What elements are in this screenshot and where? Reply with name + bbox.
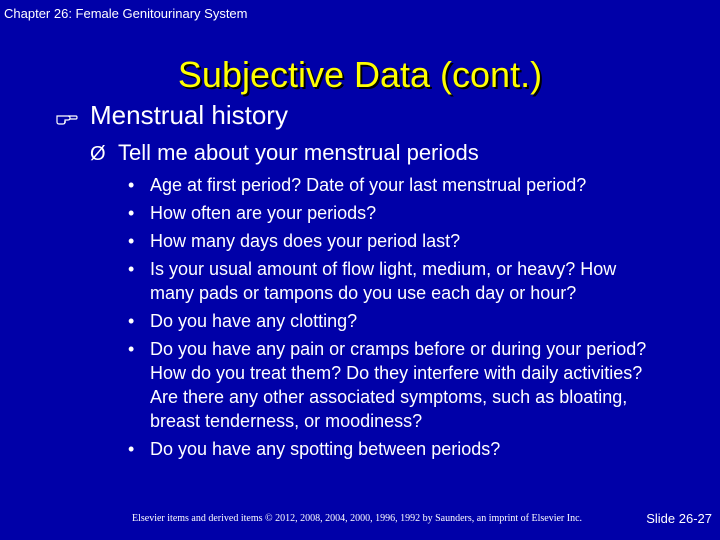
list-item [128, 309, 648, 333]
list-item-text: Age at first period? Date of your last menstrual period? [150, 175, 587, 195]
list-item-text: Do you have any spotting between periods? [150, 439, 501, 459]
list-item-text: Do you have any pain or cramps before or during your period? How do you treat them? Do they interfere with daily activities? Are there any other associated symptoms, such as bloating, breast tenderness, or moodiness? [150, 339, 647, 431]
bullet-icon: • [128, 231, 135, 251]
slide-title: Subjective Data (cont.) [177, 54, 543, 95]
list-item-text: How often are your periods? [150, 203, 377, 223]
bullet-icon: • [128, 439, 135, 459]
bullet-icon: • [128, 175, 135, 195]
slide-number: Slide 26-27 [646, 511, 712, 526]
bullet-icon: • [128, 203, 135, 223]
list-item [128, 437, 648, 461]
list-item-text: Do you have any clotting? [150, 311, 358, 331]
bullet-icon: • [128, 339, 135, 359]
list-item [128, 337, 648, 433]
list-item [128, 173, 648, 197]
arrow-bullet-icon: Ø [90, 143, 106, 165]
question-list [128, 173, 648, 465]
list-item [128, 201, 648, 225]
copyright-footer: Elsevier items and derived items © 2012, 2008, 2004, 2000, 1996, 1992 by Saunders, an imprint of Elsevier Inc. [132, 513, 583, 524]
level1-text: Menstrual history [90, 100, 288, 130]
list-item-text: How many days does your period last? [150, 231, 461, 251]
list-item [128, 229, 648, 253]
hand-pointing-icon [56, 108, 78, 126]
list-item [128, 257, 648, 305]
chapter-header: Chapter 26: Female Genitourinary System [4, 6, 248, 21]
level2-text: Tell me about your menstrual periods [118, 140, 479, 165]
bullet-icon: • [128, 311, 135, 331]
list-item-text: Is your usual amount of flow light, medium, or heavy? How many pads or tampons do you use each day or hour? [150, 259, 617, 303]
bullet-icon: • [128, 259, 135, 279]
